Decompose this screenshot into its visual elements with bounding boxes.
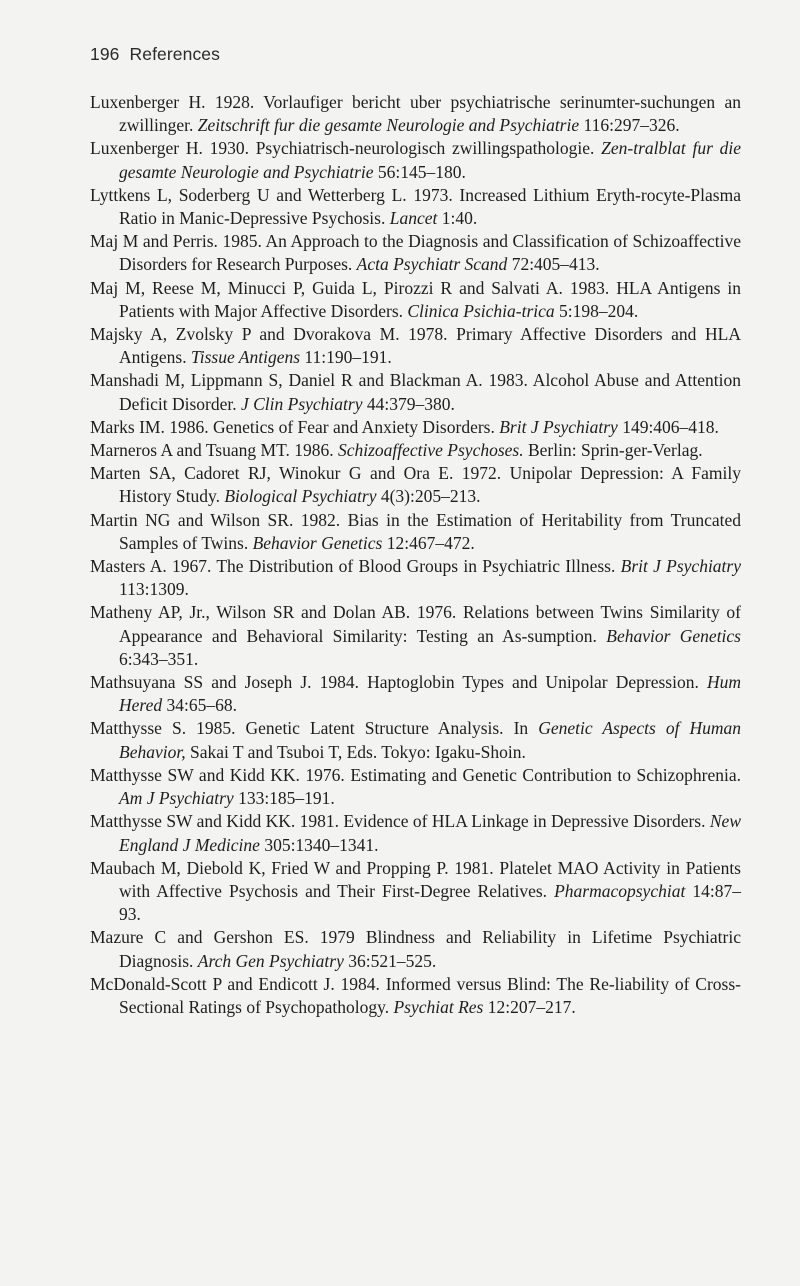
reference-volume-pages: 149:406–418. — [617, 416, 719, 437]
reference-citation: Marneros A and Tsuang MT. 1986. — [90, 440, 338, 461]
reference-source-title: Psychiat Res — [393, 996, 484, 1017]
reference-volume-pages: 12:207–217. — [483, 996, 576, 1017]
reference-citation: Matthysse S. 1985. Genetic Latent Structure Analysis. In — [90, 718, 539, 739]
reference-entry — [90, 926, 741, 972]
reference-citation: Luxenberger H. 1930. Psychiatrisch-neurologisch zwillingspathologie. — [90, 138, 602, 159]
reference-volume-pages: 14:87–93. — [119, 880, 741, 925]
section-title: References — [129, 44, 220, 64]
reference-citation: Marten SA, Cadoret RJ, Winokur G and Ora E. 1972. Unipolar Depression: A Family History Study. — [90, 463, 741, 507]
reference-source-title: Arch Gen Psychiatry — [197, 950, 344, 971]
reference-source-title: Acta Psychiatr Scand — [356, 254, 508, 275]
reference-source-title: Am J Psychiatry — [119, 788, 234, 809]
reference-citation: Majsky A, Zvolsky P and Dvorakova M. 1978. Primary Affective Disorders and HLA Antigens. — [90, 324, 741, 368]
reference-entry — [90, 91, 741, 137]
reference-citation: Manshadi M, Lippmann S, Daniel R and Blackman A. 1983. Alcohol Abuse and Attention Deficit Disorder. — [90, 370, 741, 414]
reference-citation: Marks IM. 1986. Genetics of Fear and Anxiety Disorders. — [90, 416, 500, 437]
reference-volume-pages: 1:40. — [437, 208, 478, 229]
running-header — [90, 44, 220, 65]
reference-citation: Matthysse SW and Kidd KK. 1981. Evidence of HLA Linkage in Depressive Disorders. — [90, 811, 710, 832]
reference-source-title: Genetic Aspects of Human Behavior, — [119, 718, 741, 762]
reference-citation: Mazure C and Gershon ES. 1979 Blindness and Reliability in Lifetime Psychiatric Diagnosis. — [90, 927, 741, 971]
reference-volume-pages: 56:145–180. — [373, 161, 466, 182]
reference-volume-pages: 44:379–380. — [362, 393, 455, 414]
reference-entry — [90, 439, 741, 462]
reference-entry — [90, 671, 741, 717]
reference-source-title: Behavior Genetics — [252, 532, 383, 553]
reference-entry — [90, 230, 741, 276]
reference-entry — [90, 717, 741, 763]
reference-volume-pages: 5:198–204. — [554, 300, 639, 321]
reference-entry — [90, 369, 741, 415]
reference-entry — [90, 462, 741, 508]
reference-entry — [90, 323, 741, 369]
reference-volume-pages: 36:521–525. — [343, 950, 437, 971]
reference-volume-pages: 305:1340–1341. — [259, 834, 379, 855]
reference-source-title: J Clin Psychiatry — [240, 393, 363, 414]
reference-citation: Masters A. 1967. The Distribution of Blood Groups in Psychiatric Illness. — [90, 556, 621, 577]
reference-source-title: Clinica Psichia-trica — [407, 300, 555, 321]
reference-source-title: Brit J Psychiatry — [620, 556, 741, 577]
reference-entry — [90, 416, 741, 439]
reference-entry — [90, 973, 741, 1019]
reference-citation: Maj M and Perris. 1985. An Approach to the Diagnosis and Classification of Schizoaffective Disorders for Research Purposes. — [90, 231, 741, 275]
reference-source-title: Tissue Antigens — [190, 347, 301, 368]
reference-volume-pages: 11:190–191. — [300, 347, 392, 368]
reference-source-title: Schizoaffective Psychoses. — [337, 440, 524, 461]
reference-entry — [90, 810, 741, 856]
reference-source-title: Zen-tralblat fur die gesamte Neurologie and Psychiatrie — [119, 138, 742, 182]
reference-entry — [90, 277, 741, 323]
reference-entry — [90, 137, 741, 183]
reference-list — [90, 91, 741, 1019]
reference-citation: Mathsuyana SS and Joseph J. 1984. Haptoglobin Types and Unipolar Depression. — [90, 672, 707, 693]
reference-citation: Lyttkens L, Soderberg U and Wetterberg L. 1973. Increased Lithium Eryth-rocyte-Plasma Ratio in Manic-Depressive Psychosis. — [90, 184, 741, 229]
reference-source-title: Behavior Genetics — [606, 625, 741, 646]
reference-volume-pages: Berlin: Sprin-ger-Verlag. — [523, 440, 703, 461]
reference-volume-pages: Sakai T and Tsuboi T, Eds. Tokyo: Igaku-Shoin. — [185, 741, 526, 762]
reference-volume-pages: 34:65–68. — [162, 695, 237, 716]
reference-source-title: Zeitschrift fur die gesamte Neurologie and Psychiatrie — [197, 115, 580, 136]
reference-source-title: New England J Medicine — [119, 811, 741, 855]
page-number: 196 — [90, 44, 120, 64]
reference-source-title: Biological Psychiatry — [224, 486, 377, 507]
reference-volume-pages: 133:185–191. — [233, 788, 335, 809]
reference-volume-pages: 6:343–351. — [119, 648, 199, 669]
reference-source-title: Pharmacopsychiat — [554, 880, 686, 901]
reference-citation: Maj M, Reese M, Minucci P, Guida L, Pirozzi R and Salvati A. 1983. HLA Antigens in Patients with Major Affective Disorders. — [90, 277, 741, 321]
reference-source-title: Hum Hered — [119, 672, 741, 716]
reference-entry — [90, 601, 741, 671]
reference-citation: McDonald-Scott P and Endicott J. 1984. Informed versus Blind: The Re-liability of Cross-Sectional Ratings of Psychopathology. — [90, 973, 741, 1017]
reference-entry — [90, 555, 741, 601]
reference-entry — [90, 509, 741, 555]
reference-volume-pages: 116:297–326. — [579, 115, 680, 136]
reference-entry — [90, 857, 741, 927]
reference-citation: Luxenberger H. 1928. Vorlaufiger bericht uber psychiatrische serinumter-suchungen an zwillinger. — [90, 92, 741, 136]
reference-source-title: Brit J Psychiatry — [499, 416, 618, 437]
reference-citation: Maubach M, Diebold K, Fried W and Propping P. 1981. Platelet MAO Activity in Patients with Affective Psychosis and Their First-Degree Relatives. — [90, 857, 741, 901]
reference-entry — [90, 184, 741, 230]
reference-volume-pages: 72:405–413. — [507, 254, 600, 275]
reference-citation: Matheny AP, Jr., Wilson SR and Dolan AB. 1976. Relations between Twins Similarity of Appearance and Behavioral Similarity: Testing an As-sumption. — [90, 602, 741, 646]
reference-volume-pages: 4(3):205–213. — [376, 486, 481, 507]
reference-source-title: Lancet — [389, 208, 438, 229]
reference-entry — [90, 764, 741, 810]
reference-volume-pages: 113:1309. — [119, 579, 189, 600]
reference-citation: Martin NG and Wilson SR. 1982. Bias in the Estimation of Heritability from Truncated Samples of Twins. — [90, 509, 741, 553]
reference-citation: Matthysse SW and Kidd KK. 1976. Estimating and Genetic Contribution to Schizophrenia. — [90, 764, 741, 785]
reference-volume-pages: 12:467–472. — [382, 532, 475, 553]
